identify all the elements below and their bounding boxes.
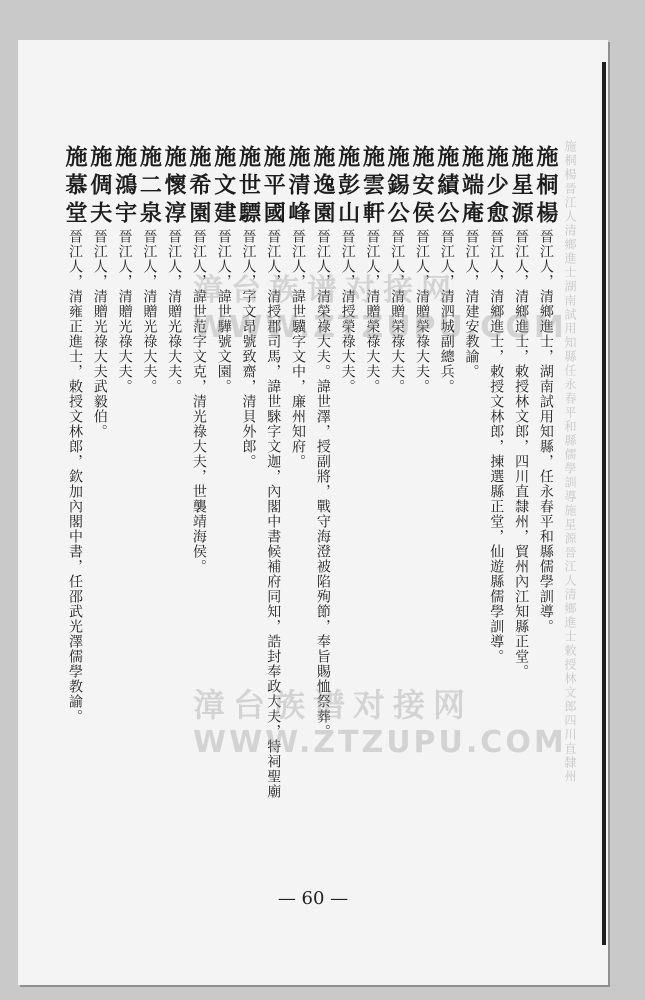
person-name: 施端庵 [458, 145, 485, 229]
person-name: 施安侯 [408, 145, 435, 229]
genealogy-entry [137, 145, 161, 945]
person-description: 晉江人，清泗城副總兵。 [438, 229, 455, 394]
watermark-text: 漳台族谱对接网 [193, 686, 474, 724]
genealogy-entry [63, 145, 87, 945]
watermark-url: WWW.ZTZUPU.COM [193, 725, 567, 760]
person-name: 施倜夫 [86, 145, 113, 229]
genealogy-entry [410, 145, 434, 945]
genealogy-entry [212, 145, 236, 945]
person-description: 晉江人，清贈光祿大夫。 [166, 229, 183, 394]
person-name: 施雲軒 [359, 145, 386, 229]
watermark-text: 漳台族谱对接网 [193, 273, 459, 308]
document-page [18, 40, 608, 985]
genealogy-entry [336, 145, 360, 945]
genealogy-entry [360, 145, 384, 945]
person-description: 晉江人，諱世范字文克，清光祿大夫，世襲靖海侯。 [190, 229, 207, 574]
person-description: 晉江人，清鄉進士，湖南試用知縣，任永春平和縣儒學訓導。 [537, 229, 554, 634]
person-description: 晉江人，字文昂號致齋，清貝外郎。 [240, 229, 257, 469]
genealogy-entry [385, 145, 409, 945]
person-description: 晉江人，清授榮祿大夫。 [339, 229, 356, 394]
person-name: 施績公 [433, 145, 460, 229]
person-name: 施逸園 [309, 145, 336, 229]
person-name: 施彭山 [334, 145, 361, 229]
person-name: 施清峰 [285, 145, 312, 229]
genealogy-entry [261, 145, 285, 945]
person-description: 晉江人，諱世驊號文園。 [215, 229, 232, 394]
binding-edge [602, 62, 606, 945]
person-name: 施平國 [260, 145, 287, 229]
genealogy-entry [534, 145, 558, 945]
person-description: 晉江人，清贈榮祿大夫。 [389, 229, 406, 394]
person-description: 晉江人，清建安教諭。 [463, 229, 480, 379]
person-description: 晉江人，諱世驥字文中，廉州知府。 [290, 229, 307, 469]
genealogy-entry [187, 145, 211, 945]
genealogy-entry [88, 145, 112, 945]
genealogy-entry [509, 145, 533, 945]
person-description: 晉江人，清榮祿大夫。諱世澤，授副將，戰守海澄被陷殉節，奉旨賜恤祭葬。 [314, 229, 331, 739]
genealogy-entry [236, 145, 260, 945]
genealogy-entry [460, 145, 484, 945]
person-description: 晉江人，清贈榮祿大夫。 [413, 229, 430, 394]
person-description: 晉江人，清鄉進士，敕授文林郎，揀選縣正堂，仙遊縣儒學訓導。 [488, 229, 505, 664]
person-name: 施二泉 [136, 145, 163, 229]
genealogy-entry [162, 145, 186, 945]
person-name: 施鴻宇 [111, 145, 138, 229]
person-description: 晉江人，清雍正進士，敕授文林郎，欽加內閣中書，任邵武光澤儒學教諭。 [67, 229, 83, 724]
person-description: 晉江人，清授郡司馬，諱世騋字文迦，內閣中書候補府同知，誥封奉政大夫，特祠聖廟 [265, 229, 282, 799]
genealogy-entry [286, 145, 310, 945]
person-name: 施桐楊 [532, 145, 559, 229]
person-description: 晉江人，清鄉進士，敕授林文郎，四川直隸州，貿州內江知縣正堂。 [513, 229, 530, 679]
person-name: 施懷淳 [161, 145, 188, 229]
person-name: 施少愈 [483, 145, 510, 229]
person-description: 晉江人，清贈光祿大夫武毅伯。 [91, 229, 108, 439]
person-name: 施文建 [210, 145, 237, 229]
person-description: 晉江人，清贈光祿大夫。 [141, 229, 158, 394]
genealogy-entry [484, 145, 508, 945]
person-name: 施世驃 [235, 145, 262, 229]
genealogy-entries [63, 145, 558, 945]
person-description: 晉江人，清贈榮祿大夫。 [364, 229, 381, 394]
person-name: 施慕堂 [62, 145, 88, 229]
genealogy-entry [113, 145, 137, 945]
genealogy-entry [311, 145, 335, 945]
person-name: 施希園 [185, 145, 212, 229]
bleed-through-text: 施桐楊晉江人清鄉進士湖南試用知縣任永春平和縣儒學訓導施星源晉江人清鄉進士敕授林文郎四川直隸州 [563, 140, 577, 784]
page-number: — 60 — [277, 888, 349, 909]
person-description: 晉江人，清贈光祿大夫。 [116, 229, 133, 394]
watermark-url: WWW.ZTZUPU.COM [193, 310, 567, 345]
genealogy-entry [435, 145, 459, 945]
person-name: 施星源 [508, 145, 535, 229]
person-name: 施錫公 [384, 145, 411, 229]
